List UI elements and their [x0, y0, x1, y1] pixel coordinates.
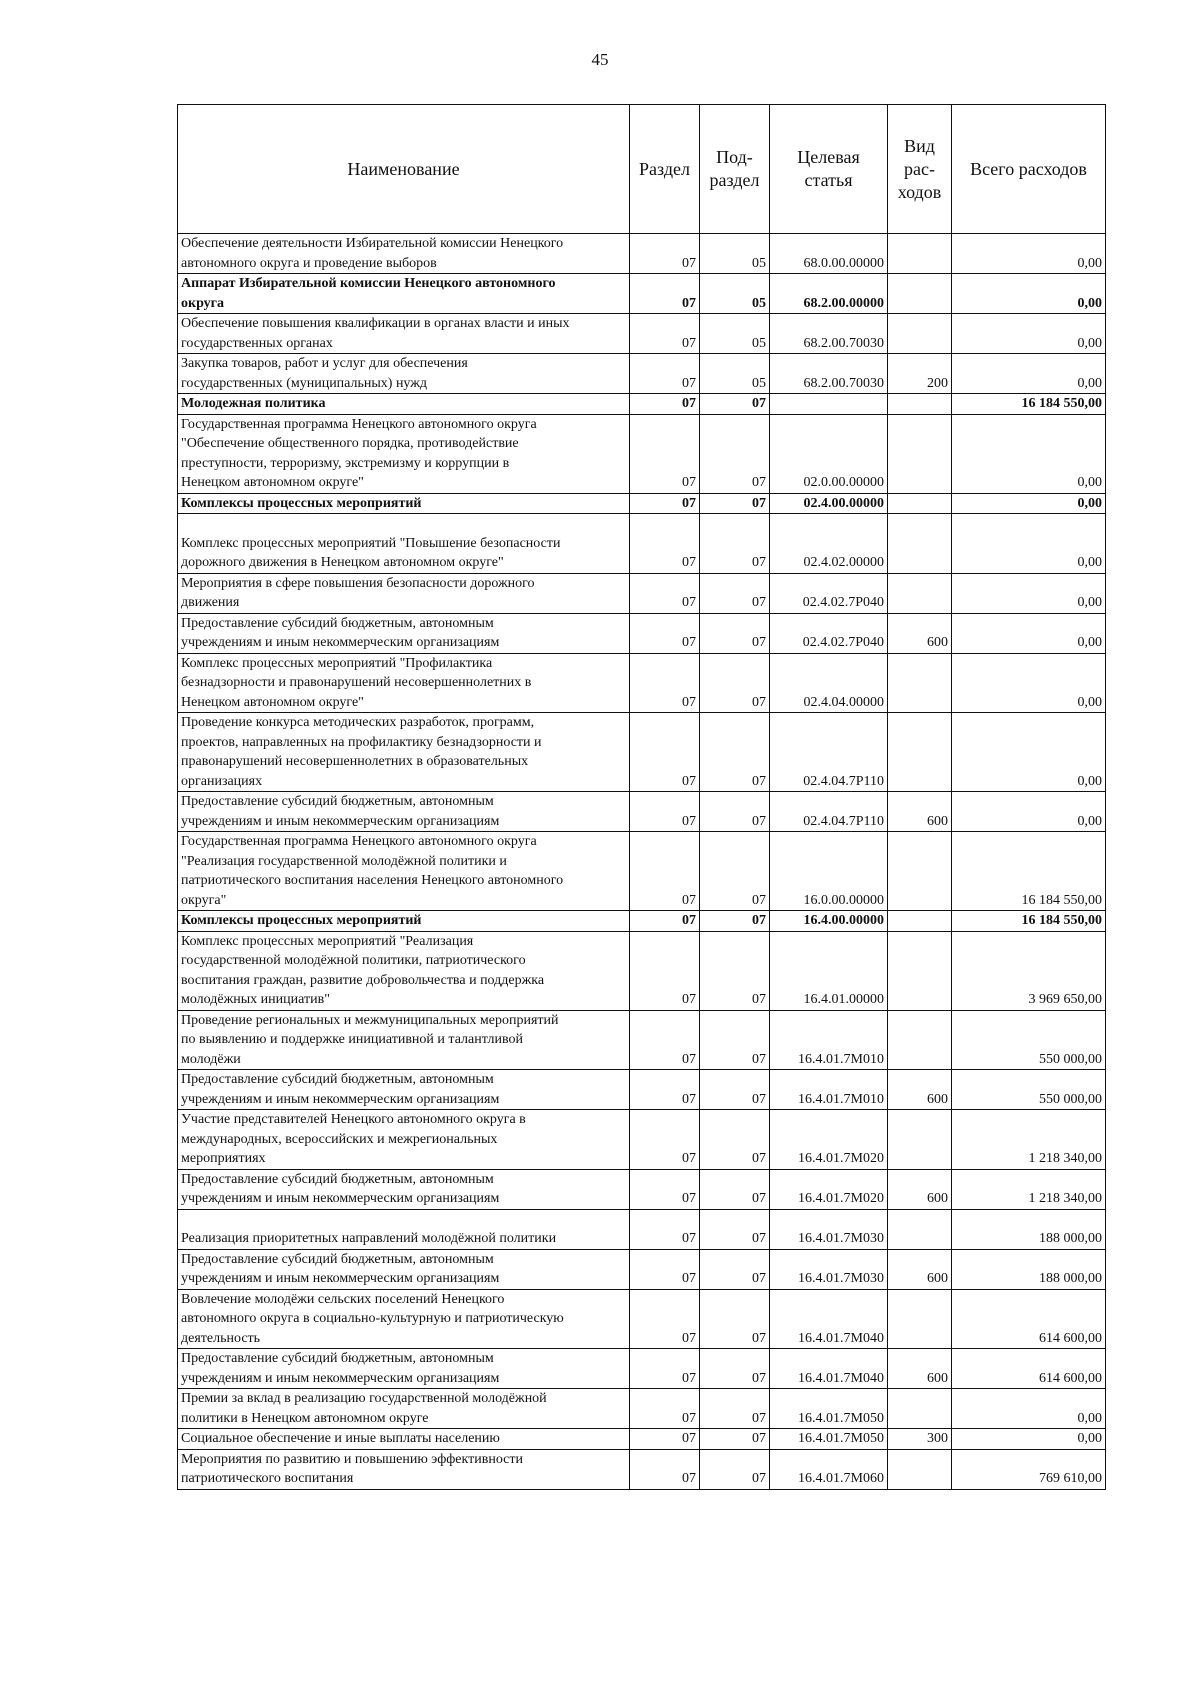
header-subsection: Под- раздел — [700, 105, 770, 234]
row-subsection-cell: 05 — [700, 234, 770, 274]
table-row — [178, 1209, 1106, 1249]
row-kind-cell — [888, 1110, 952, 1170]
row-name-cell: Комплексы процессных мероприятий — [178, 911, 630, 932]
table-row — [178, 1249, 1106, 1289]
header-name: Наименование — [178, 105, 630, 234]
row-name-cell: Комплекс процессных мероприятий "Профилактика безнадзорности и правонарушений несовершеннолетних в Ненецком автономном округе" — [178, 653, 630, 713]
table-row — [178, 354, 1106, 394]
row-name-cell: Предоставление субсидий бюджетным, автономным учреждениям и иным некоммерческим организациям — [178, 1349, 630, 1389]
row-name-cell: Комплексы процессных мероприятий — [178, 493, 630, 514]
row-subsection-cell: 07 — [700, 1289, 770, 1349]
header-kind: Вид рас- ходов — [888, 105, 952, 234]
row-section-cell: 07 — [630, 1249, 700, 1289]
row-name-cell: Премии за вклад в реализацию государственной молодёжной политики в Ненецком автономном округе — [178, 1389, 630, 1429]
row-target-cell: 02.4.02.00000 — [770, 514, 888, 574]
row-target-cell: 68.2.00.70030 — [770, 354, 888, 394]
row-target-cell: 02.4.04.7Р110 — [770, 792, 888, 832]
row-kind-cell — [888, 1010, 952, 1070]
row-target-cell: 02.4.00.00000 — [770, 493, 888, 514]
row-target-cell: 02.4.02.7Р040 — [770, 573, 888, 613]
table-row — [178, 314, 1106, 354]
row-subsection-cell: 05 — [700, 314, 770, 354]
row-total-cell: 0,00 — [952, 573, 1106, 613]
row-name-cell: Комплекс процессных мероприятий "Реализация государственной молодёжной политики, патриотического воспитания граждан, развитие добровольчества и поддержка молодёжных инициатив" — [178, 931, 630, 1010]
row-total-cell: 16 184 550,00 — [952, 911, 1106, 932]
row-target-cell: 16.4.01.7М030 — [770, 1209, 888, 1249]
row-total-cell: 0,00 — [952, 613, 1106, 653]
table-body — [178, 234, 1106, 1490]
row-total-cell: 1 218 340,00 — [952, 1110, 1106, 1170]
table-row — [178, 931, 1106, 1010]
row-section-cell: 07 — [630, 931, 700, 1010]
row-total-cell: 0,00 — [952, 354, 1106, 394]
row-name-cell: Аппарат Избирательной комиссии Ненецкого автономного округа — [178, 274, 630, 314]
row-total-cell: 0,00 — [952, 314, 1106, 354]
row-subsection-cell: 07 — [700, 1249, 770, 1289]
table-row — [178, 1429, 1106, 1450]
row-name-cell: Участие представителей Ненецкого автономного округа в международных, всероссийских и межрегиональных мероприятиях — [178, 1110, 630, 1170]
row-section-cell: 07 — [630, 1349, 700, 1389]
row-target-cell: 02.4.04.00000 — [770, 653, 888, 713]
row-subsection-cell: 07 — [700, 1070, 770, 1110]
table-row — [178, 1449, 1106, 1489]
row-section-cell: 07 — [630, 1209, 700, 1249]
table-row — [178, 1169, 1106, 1209]
row-kind-cell — [888, 314, 952, 354]
row-target-cell: 16.4.01.7М050 — [770, 1429, 888, 1450]
row-subsection-cell: 07 — [700, 653, 770, 713]
table-row — [178, 1010, 1106, 1070]
row-section-cell: 07 — [630, 493, 700, 514]
table-row — [178, 573, 1106, 613]
row-section-cell: 07 — [630, 1289, 700, 1349]
row-subsection-cell: 07 — [700, 394, 770, 415]
row-subsection-cell: 05 — [700, 354, 770, 394]
row-kind-cell — [888, 493, 952, 514]
row-total-cell: 188 000,00 — [952, 1249, 1106, 1289]
row-name-cell: Предоставление субсидий бюджетным, автономным учреждениям и иным некоммерческим организациям — [178, 613, 630, 653]
row-section-cell: 07 — [630, 314, 700, 354]
header-section: Раздел — [630, 105, 700, 234]
page-number: 45 — [591, 50, 609, 69]
row-kind-cell — [888, 653, 952, 713]
row-name-cell: Реализация приоритетных направлений молодёжной политики — [178, 1209, 630, 1249]
row-name-cell: Социальное обеспечение и иные выплаты населению — [178, 1429, 630, 1450]
row-section-cell: 07 — [630, 394, 700, 415]
row-total-cell: 3 969 650,00 — [952, 931, 1106, 1010]
table-row — [178, 414, 1106, 493]
row-total-cell: 0,00 — [952, 653, 1106, 713]
row-section-cell: 07 — [630, 1070, 700, 1110]
row-name-cell: Вовлечение молодёжи сельских поселений Ненецкого автономного округа в социально-культурную и патриотическую деятельность — [178, 1289, 630, 1349]
row-subsection-cell: 07 — [700, 931, 770, 1010]
table-row — [178, 1110, 1106, 1170]
row-subsection-cell: 07 — [700, 832, 770, 911]
row-kind-cell — [888, 234, 952, 274]
row-total-cell: 1 218 340,00 — [952, 1169, 1106, 1209]
row-target-cell: 16.4.01.7М030 — [770, 1249, 888, 1289]
row-total-cell: 769 610,00 — [952, 1449, 1106, 1489]
row-kind-cell: 600 — [888, 1349, 952, 1389]
row-name-cell: Предоставление субсидий бюджетным, автономным учреждениям и иным некоммерческим организациям — [178, 792, 630, 832]
row-target-cell: 02.4.02.7Р040 — [770, 613, 888, 653]
row-name-cell: Предоставление субсидий бюджетным, автономным учреждениям и иным некоммерческим организациям — [178, 1070, 630, 1110]
row-kind-cell: 600 — [888, 613, 952, 653]
row-kind-cell: 200 — [888, 354, 952, 394]
row-target-cell: 16.4.01.7М010 — [770, 1070, 888, 1110]
row-total-cell: 188 000,00 — [952, 1209, 1106, 1249]
row-kind-cell — [888, 1389, 952, 1429]
row-subsection-cell: 07 — [700, 493, 770, 514]
row-subsection-cell: 07 — [700, 1110, 770, 1170]
row-kind-cell: 600 — [888, 1249, 952, 1289]
row-target-cell: 02.4.04.7Р110 — [770, 713, 888, 792]
row-total-cell: 16 184 550,00 — [952, 394, 1106, 415]
row-subsection-cell: 07 — [700, 1209, 770, 1249]
row-total-cell: 0,00 — [952, 1389, 1106, 1429]
row-name-cell: Молодежная политика — [178, 394, 630, 415]
row-kind-cell: 300 — [888, 1429, 952, 1450]
table-row — [178, 1349, 1106, 1389]
row-subsection-cell: 07 — [700, 573, 770, 613]
row-total-cell: 614 600,00 — [952, 1289, 1106, 1349]
table-row — [178, 1389, 1106, 1429]
row-subsection-cell: 07 — [700, 792, 770, 832]
row-target-cell: 16.4.01.00000 — [770, 931, 888, 1010]
row-kind-cell — [888, 1289, 952, 1349]
row-kind-cell — [888, 931, 952, 1010]
row-section-cell: 07 — [630, 1110, 700, 1170]
table-row — [178, 613, 1106, 653]
row-kind-cell — [888, 514, 952, 574]
table-row — [178, 493, 1106, 514]
row-target-cell: 68.0.00.00000 — [770, 234, 888, 274]
row-total-cell: 0,00 — [952, 414, 1106, 493]
row-subsection-cell: 07 — [700, 1349, 770, 1389]
row-section-cell: 07 — [630, 1010, 700, 1070]
row-kind-cell — [888, 911, 952, 932]
row-name-cell: Государственная программа Ненецкого автономного округа "Обеспечение общественного порядка, противодействие преступности, терроризму, экстремизму и коррупции в Ненецком автономном округе" — [178, 414, 630, 493]
row-section-cell: 07 — [630, 1449, 700, 1489]
row-section-cell: 07 — [630, 792, 700, 832]
table-row — [178, 514, 1106, 574]
row-kind-cell — [888, 713, 952, 792]
row-name-cell: Комплекс процессных мероприятий "Повышение безопасности дорожного движения в Ненецком автономном округе" — [178, 514, 630, 574]
row-total-cell: 0,00 — [952, 792, 1106, 832]
row-target-cell: 16.4.01.7М040 — [770, 1349, 888, 1389]
row-section-cell: 07 — [630, 1429, 700, 1450]
row-subsection-cell: 05 — [700, 274, 770, 314]
row-total-cell: 550 000,00 — [952, 1010, 1106, 1070]
row-name-cell: Проведение региональных и межмуниципальных мероприятий по выявлению и поддержке инициативной и талантливой молодёжи — [178, 1010, 630, 1070]
header-total: Всего расходов — [952, 105, 1106, 234]
row-name-cell: Обеспечение повышения квалификации в органах власти и иных государственных органах — [178, 314, 630, 354]
row-section-cell: 07 — [630, 653, 700, 713]
header-target: Целевая статья — [770, 105, 888, 234]
row-target-cell: 16.0.00.00000 — [770, 832, 888, 911]
row-total-cell: 0,00 — [952, 1429, 1106, 1450]
table-row — [178, 1070, 1106, 1110]
row-total-cell: 0,00 — [952, 274, 1106, 314]
row-subsection-cell: 07 — [700, 1010, 770, 1070]
row-target-cell: 16.4.01.7М020 — [770, 1169, 888, 1209]
row-section-cell: 07 — [630, 414, 700, 493]
row-subsection-cell: 07 — [700, 1429, 770, 1450]
row-total-cell: 0,00 — [952, 713, 1106, 792]
row-kind-cell — [888, 573, 952, 613]
row-kind-cell — [888, 1209, 952, 1249]
row-kind-cell — [888, 394, 952, 415]
row-section-cell: 07 — [630, 274, 700, 314]
row-kind-cell: 600 — [888, 1169, 952, 1209]
table-row — [178, 1289, 1106, 1349]
row-name-cell: Государственная программа Ненецкого автономного округа "Реализация государственной молодёжной политики и патриотического воспитания населения Ненецкого автономного округа" — [178, 832, 630, 911]
row-total-cell: 0,00 — [952, 514, 1106, 574]
row-kind-cell: 600 — [888, 1070, 952, 1110]
row-target-cell: 68.2.00.70030 — [770, 314, 888, 354]
row-subsection-cell: 07 — [700, 1449, 770, 1489]
row-name-cell: Мероприятия по развитию и повышению эффективности патриотического воспитания — [178, 1449, 630, 1489]
row-kind-cell — [888, 274, 952, 314]
row-total-cell: 0,00 — [952, 234, 1106, 274]
row-subsection-cell: 07 — [700, 1389, 770, 1429]
budget-table — [177, 104, 1106, 1490]
table-row — [178, 713, 1106, 792]
row-name-cell: Предоставление субсидий бюджетным, автономным учреждениям и иным некоммерческим организациям — [178, 1249, 630, 1289]
row-target-cell — [770, 394, 888, 415]
row-total-cell: 614 600,00 — [952, 1349, 1106, 1389]
row-subsection-cell: 07 — [700, 414, 770, 493]
row-name-cell: Проведение конкурса методических разработок, программ, проектов, направленных на профилактику безнадзорности и правонарушений несовершеннолетних в образовательных организациях — [178, 713, 630, 792]
row-total-cell: 0,00 — [952, 493, 1106, 514]
row-kind-cell — [888, 414, 952, 493]
row-section-cell: 07 — [630, 713, 700, 792]
row-subsection-cell: 07 — [700, 713, 770, 792]
row-target-cell: 16.4.01.7М040 — [770, 1289, 888, 1349]
row-target-cell: 16.4.00.00000 — [770, 911, 888, 932]
row-kind-cell: 600 — [888, 792, 952, 832]
table-header-row — [178, 105, 1106, 234]
row-kind-cell — [888, 1449, 952, 1489]
row-target-cell: 16.4.01.7М010 — [770, 1010, 888, 1070]
table-row — [178, 274, 1106, 314]
table-row — [178, 394, 1106, 415]
row-section-cell: 07 — [630, 1169, 700, 1209]
row-target-cell: 16.4.01.7М050 — [770, 1389, 888, 1429]
table-row — [178, 832, 1106, 911]
row-total-cell: 16 184 550,00 — [952, 832, 1106, 911]
row-section-cell: 07 — [630, 514, 700, 574]
row-section-cell: 07 — [630, 1389, 700, 1429]
row-section-cell: 07 — [630, 354, 700, 394]
row-target-cell: 16.4.01.7М020 — [770, 1110, 888, 1170]
row-name-cell: Обеспечение деятельности Избирательной комиссии Ненецкого автономного округа и проведение выборов — [178, 234, 630, 274]
row-subsection-cell: 07 — [700, 911, 770, 932]
row-name-cell: Закупка товаров, работ и услуг для обеспечения государственных (муниципальных) нужд — [178, 354, 630, 394]
table-row — [178, 911, 1106, 932]
row-section-cell: 07 — [630, 613, 700, 653]
row-name-cell: Мероприятия в сфере повышения безопасности дорожного движения — [178, 573, 630, 613]
row-target-cell: 68.2.00.00000 — [770, 274, 888, 314]
row-subsection-cell: 07 — [700, 514, 770, 574]
row-name-cell: Предоставление субсидий бюджетным, автономным учреждениям и иным некоммерческим организациям — [178, 1169, 630, 1209]
table-row — [178, 234, 1106, 274]
row-section-cell: 07 — [630, 573, 700, 613]
row-section-cell: 07 — [630, 832, 700, 911]
row-total-cell: 550 000,00 — [952, 1070, 1106, 1110]
row-subsection-cell: 07 — [700, 1169, 770, 1209]
row-target-cell: 02.0.00.00000 — [770, 414, 888, 493]
row-section-cell: 07 — [630, 911, 700, 932]
row-subsection-cell: 07 — [700, 613, 770, 653]
row-target-cell: 16.4.01.7М060 — [770, 1449, 888, 1489]
row-kind-cell — [888, 832, 952, 911]
row-section-cell: 07 — [630, 234, 700, 274]
table-row — [178, 792, 1106, 832]
table-row — [178, 653, 1106, 713]
